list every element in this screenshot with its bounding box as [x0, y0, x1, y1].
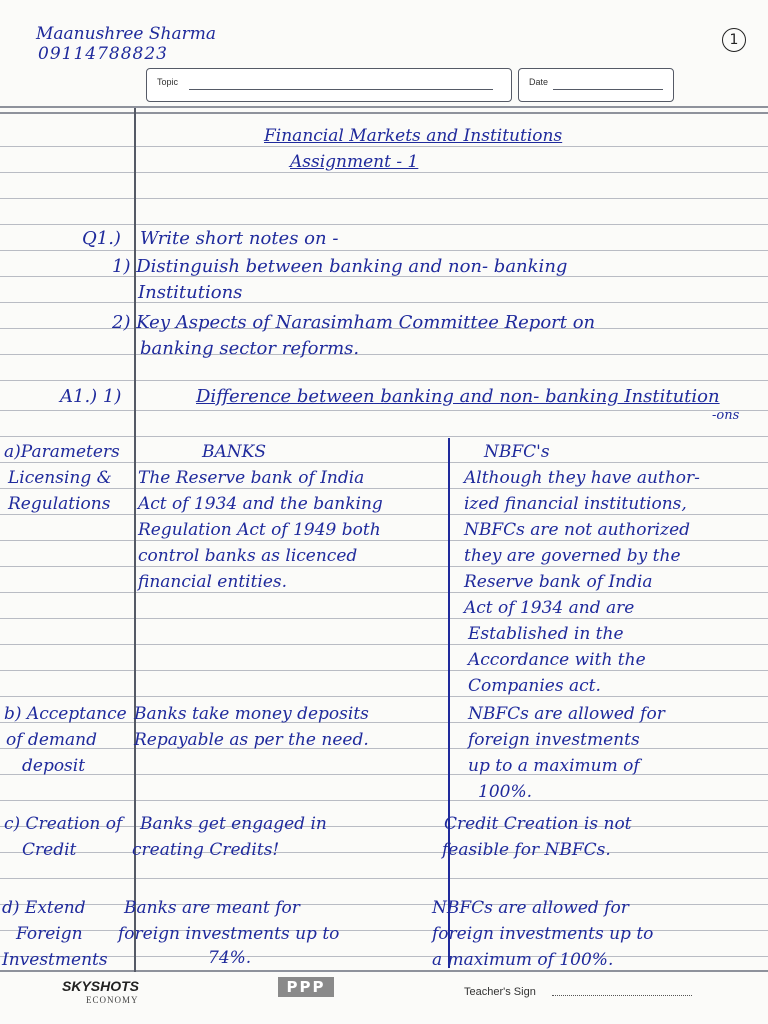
roll-number: 09114788823 [38, 44, 168, 64]
topic-label: Topic [157, 77, 179, 87]
banks-cell: Banks are meant for [124, 898, 300, 918]
nbfc-cell: Established in the [468, 624, 624, 644]
answer-label: A1.) 1) [60, 386, 122, 407]
teacher-sign-line [552, 995, 692, 996]
rule-line [0, 410, 768, 411]
nbfc-cell: feasible for NBFCs. [442, 840, 611, 860]
bottom-rule [0, 970, 768, 972]
nbfc-cell: Companies act. [468, 676, 601, 696]
teacher-sign-label: Teacher's Sign [464, 986, 536, 998]
rule-line [0, 198, 768, 199]
rule-line [0, 488, 768, 489]
answer-heading-cont: -ons [712, 408, 740, 423]
param-cell: Licensing & [8, 468, 112, 488]
rule-line [0, 462, 768, 463]
rule-line [0, 380, 768, 381]
question-text: Write short notes on - [140, 228, 339, 249]
nbfc-cell: Reserve bank of India [464, 572, 653, 592]
date-box [518, 68, 674, 102]
rule-line [0, 224, 768, 225]
nbfc-cell: NBFCs are allowed for [468, 704, 665, 724]
nbfc-cell: Credit Creation is not [444, 814, 632, 834]
nbfc-cell: NBFCs are not authorized [464, 520, 691, 540]
nbfc-cell: Accordance with the [468, 650, 646, 670]
student-name: Maanushree Sharma [36, 24, 217, 44]
question-item-1-cont: Institutions [138, 282, 243, 303]
rule-line [0, 250, 768, 251]
question-label: Q1.) [82, 228, 121, 249]
assignment-number: Assignment - 1 [290, 152, 419, 172]
top-rule [0, 106, 768, 108]
nbfc-cell: they are governed by the [464, 546, 681, 566]
rule-line [0, 696, 768, 697]
rule-line [0, 146, 768, 147]
nbfc-cell: a maximum of 100%. [432, 950, 614, 970]
banks-cell: control banks as licenced [138, 546, 358, 566]
param-cell: of demand [6, 730, 97, 750]
nbfc-cell: NBFCs are allowed for [432, 898, 629, 918]
assignment-course-title: Financial Markets and Institutions [264, 126, 563, 146]
rule-line [0, 436, 768, 437]
date-label: Date [529, 77, 549, 87]
rule-line [0, 566, 768, 567]
col-header-banks: BANKS [202, 442, 266, 462]
rule-line [0, 644, 768, 645]
param-cell: deposit [22, 756, 86, 776]
param-cell: Regulations [8, 494, 111, 514]
topic-box [146, 68, 512, 102]
param-cell: b) Acceptance [4, 704, 127, 724]
nbfc-cell: 100%. [478, 782, 533, 802]
rule-line [0, 540, 768, 541]
banks-cell: Banks take money deposits [134, 704, 369, 724]
banks-cell: The Reserve bank of India [138, 468, 365, 488]
banks-cell: 74%. [208, 948, 252, 968]
param-cell: Foreign [16, 924, 83, 944]
rule-line [0, 514, 768, 515]
rule-line [0, 800, 768, 801]
banks-cell: Regulation Act of 1949 both [138, 520, 381, 540]
nbfc-cell: Although they have author- [464, 468, 700, 488]
rule-line [0, 748, 768, 749]
date-line [553, 89, 663, 90]
banks-cell: Banks get engaged in [140, 814, 327, 834]
col-header-parameters: a)Parameters [4, 442, 120, 462]
banks-cell: foreign investments up to [118, 924, 340, 944]
rule-line [0, 354, 768, 355]
nbfc-cell: foreign investments [468, 730, 640, 750]
rule-line [0, 904, 768, 905]
question-item-2-cont: banking sector reforms. [140, 338, 360, 359]
rule-line [0, 852, 768, 853]
rule-line [0, 956, 768, 957]
page-number: 1 [722, 28, 746, 52]
banks-cell: Act of 1934 and the banking [138, 494, 383, 514]
col-header-nbfc: NBFC's [484, 442, 550, 462]
rule-line [0, 670, 768, 671]
topic-line [189, 89, 493, 90]
param-cell: Credit [22, 840, 77, 860]
nbfc-cell: foreign investments up to [432, 924, 654, 944]
nbfc-cell: Act of 1934 and are [464, 598, 635, 618]
rule-line [0, 774, 768, 775]
answer-heading: Difference between banking and non- banking Institution [196, 386, 720, 407]
top-rule-2 [0, 112, 768, 114]
rule-line [0, 618, 768, 619]
column-divider [448, 438, 450, 968]
banks-cell: creating Credits! [132, 840, 280, 860]
param-cell: d) Extend [2, 898, 86, 918]
rule-line [0, 172, 768, 173]
question-item-1: 1) Distinguish between banking and non- banking [112, 256, 568, 277]
banks-cell: financial entities. [138, 572, 288, 592]
brand-subtitle: ECONOMY [86, 995, 139, 1005]
param-cell: c) Creation of [4, 814, 123, 834]
brand-logo: SKYSHOTS [62, 978, 140, 994]
rule-line [0, 302, 768, 303]
rule-line [0, 878, 768, 879]
nbfc-cell: ized financial institutions, [464, 494, 687, 514]
ppp-logo: PPP [278, 977, 334, 997]
nbfc-cell: up to a maximum of [468, 756, 640, 776]
banks-cell: Repayable as per the need. [134, 730, 369, 750]
question-item-2: 2) Key Aspects of Narasimham Committee Report on [112, 312, 596, 333]
param-cell: Investments [2, 950, 108, 970]
rule-line [0, 592, 768, 593]
